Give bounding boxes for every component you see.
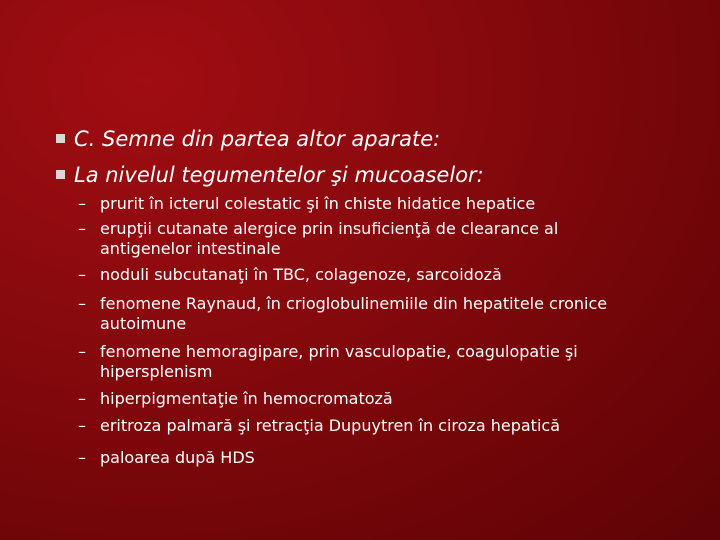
- item-text: paloarea după HDS: [100, 448, 255, 467]
- dash-bullet: –: [78, 265, 86, 284]
- dash-bullet: –: [78, 448, 86, 467]
- item-text-continuation: autoimune: [100, 314, 187, 333]
- item-text: hiperpigmentaţie în hemocromatoză: [100, 389, 393, 408]
- dash-bullet: –: [78, 389, 86, 408]
- item-text: noduli subcutanaţi în TBC, colagenoze, sarcoidoză: [100, 265, 502, 284]
- dash-bullet: –: [78, 219, 86, 238]
- item-text: fenomene hemoragipare, prin vasculopatie, coagulopatie şi: [100, 342, 578, 361]
- item-text: eritroza palmară şi retracţia Dupuytren în ciroza hepatică: [100, 416, 560, 435]
- item-text: fenomene Raynaud, în crioglobulinemiile din hepatitele cronice: [100, 294, 608, 313]
- item-text: prurit în icterul colestatic şi în chiste hidatice hepatice: [100, 194, 536, 213]
- heading-2-text: La nivelul tegumentelor şi mucoaselor:: [74, 163, 484, 187]
- item-text-continuation: antigenelor intestinale: [100, 239, 281, 258]
- dash-bullet: –: [78, 342, 86, 361]
- item-text: erupţii cutanate alergice prin insuficienţă de clearance al: [100, 219, 559, 238]
- square-bullet-icon: [56, 170, 65, 179]
- dash-bullet: –: [78, 294, 86, 313]
- heading-1-text: C. Semne din partea altor aparate:: [74, 127, 441, 151]
- square-bullet-icon: [56, 134, 65, 143]
- dash-bullet: –: [78, 194, 86, 213]
- item-text-continuation: hipersplenism: [100, 362, 213, 381]
- dash-bullet: –: [78, 416, 86, 435]
